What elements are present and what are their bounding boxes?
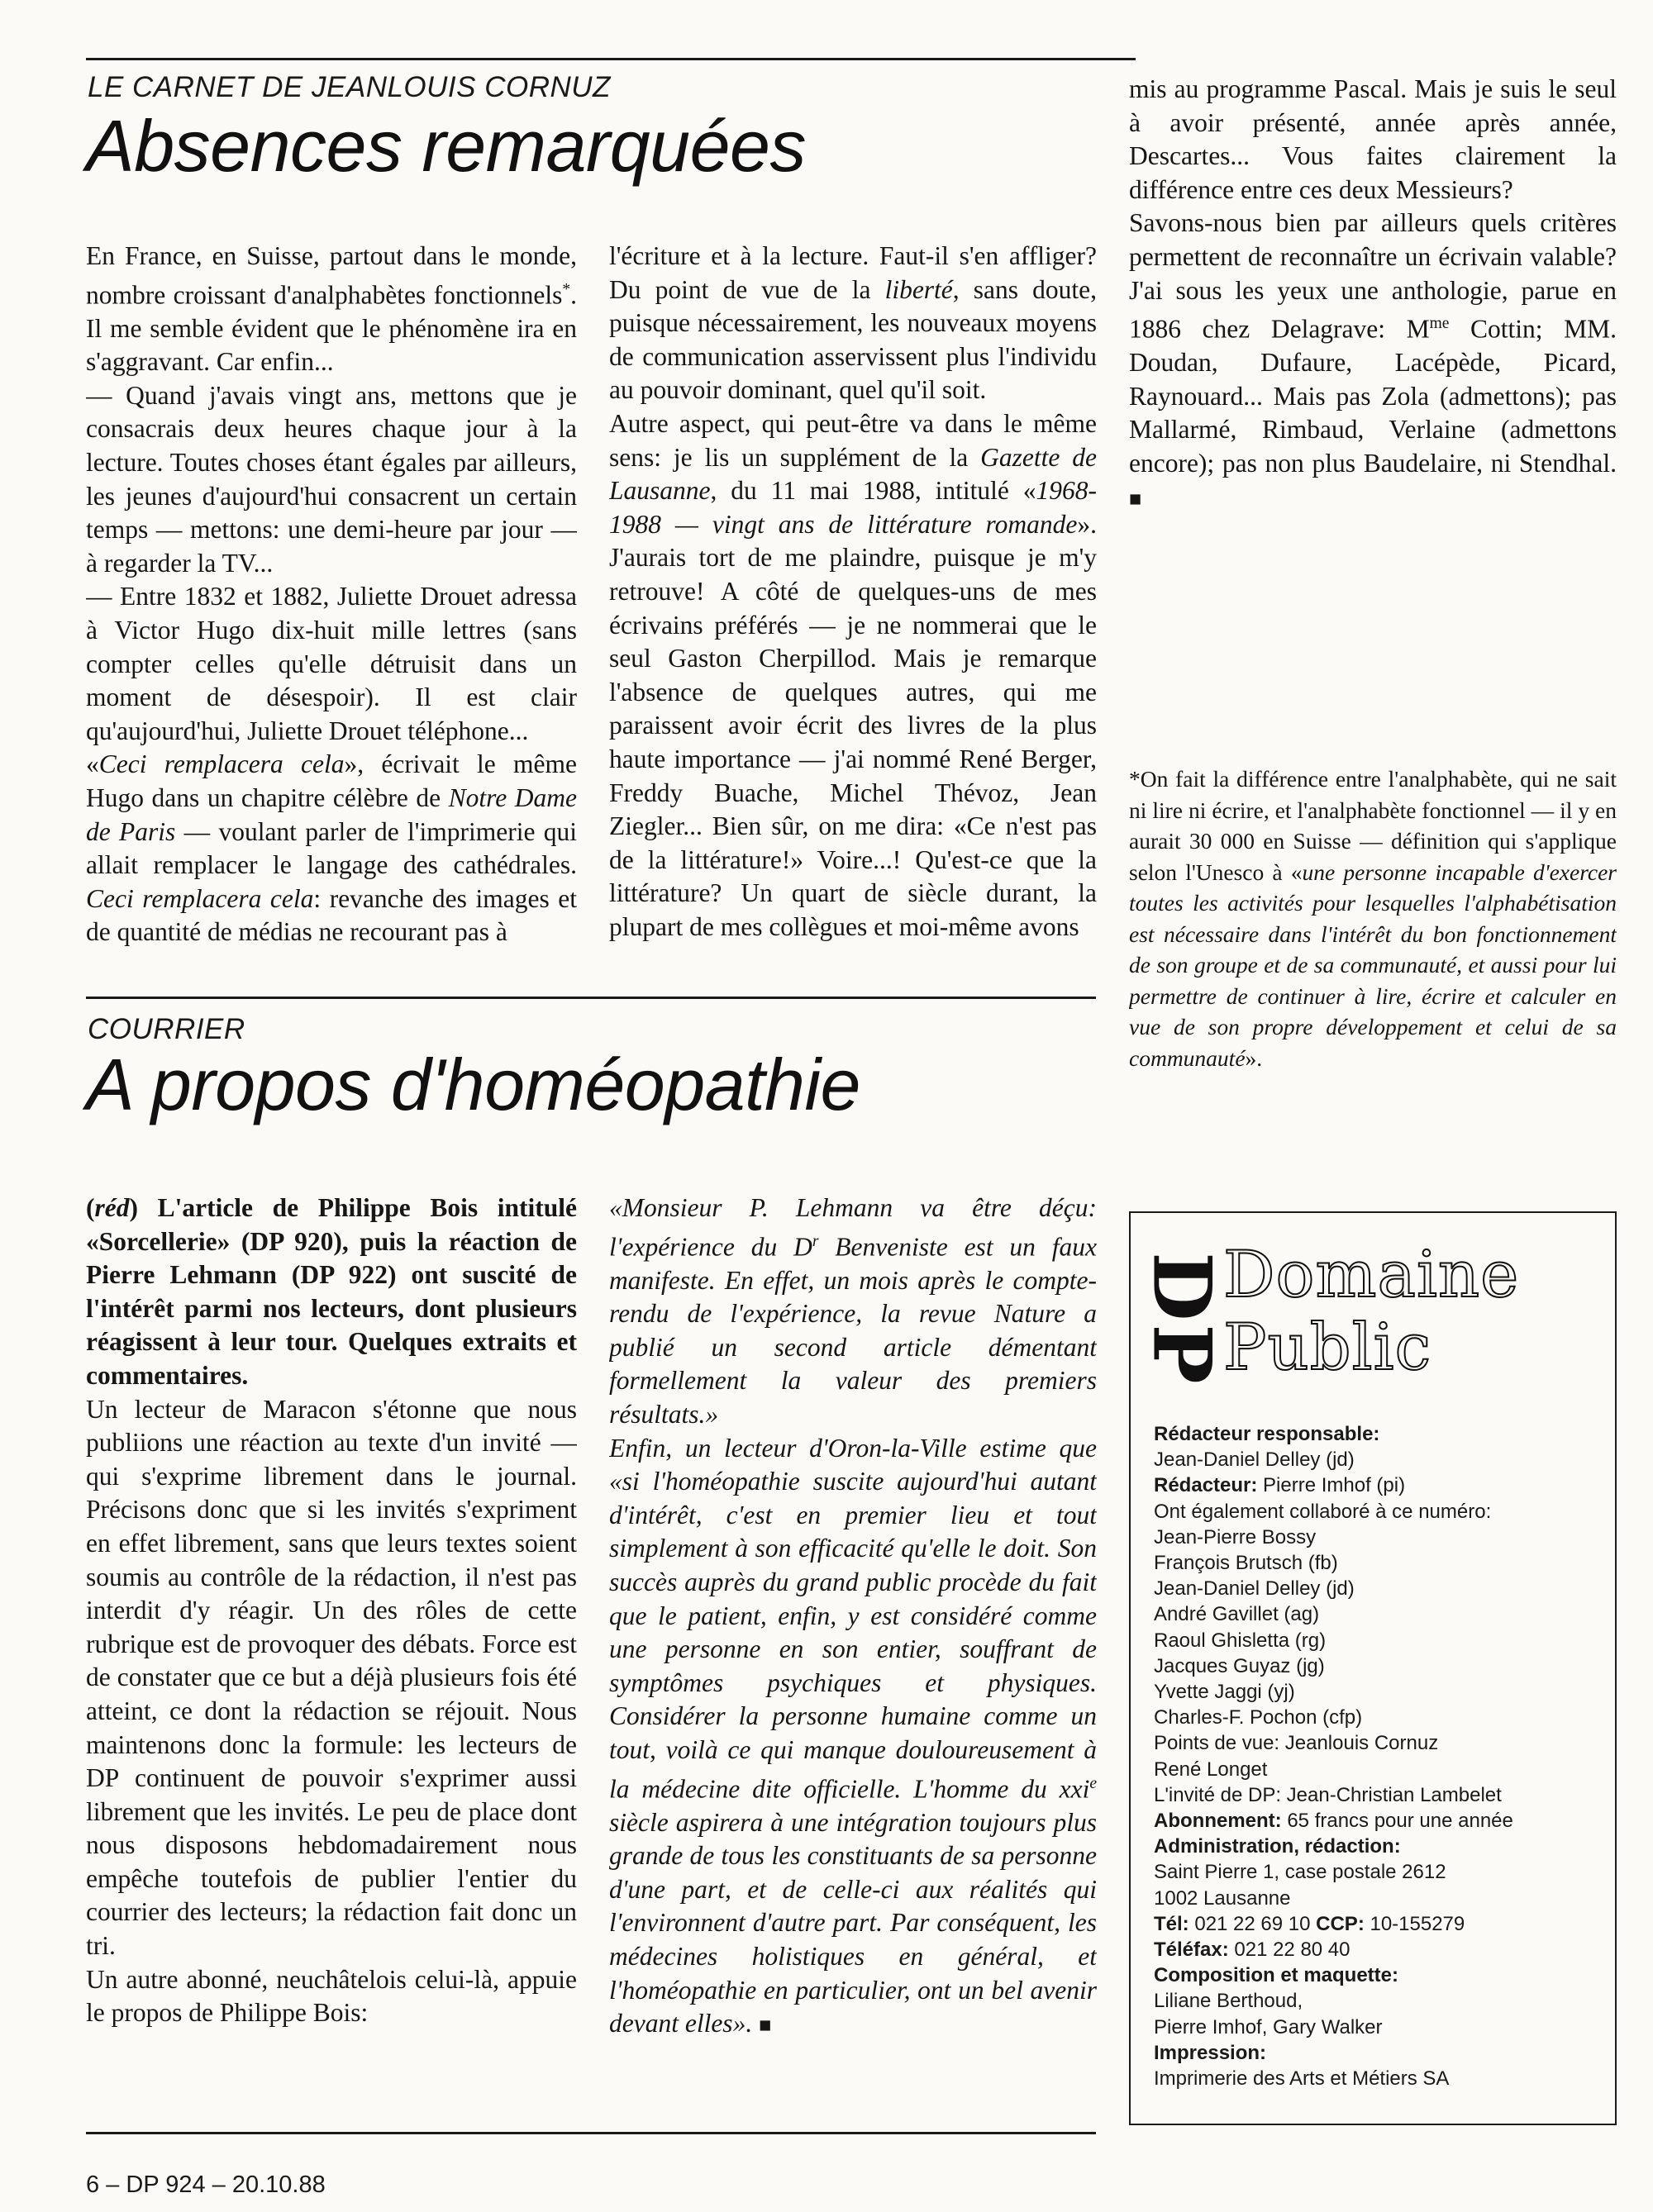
article1-title: Absences remarquées — [86, 105, 806, 187]
article1-footnote — [1129, 763, 1617, 1160]
middle-rule — [86, 997, 1096, 999]
masthead-line: 1002 Lausanne — [1154, 1886, 1291, 1910]
masthead-line: André Gavillet (ag) — [1154, 1603, 1320, 1626]
masthead-line: Jean-Pierre Bossy — [1154, 1525, 1317, 1548]
page-footer: 6 – DP 924 – 20.10.88 — [86, 2172, 326, 2198]
masthead-line: Saint Pierre 1, case postale 2612 — [1154, 1861, 1446, 1884]
article2-title: A propos d'homéopathie — [86, 1044, 860, 1125]
masthead-line: Jean-Daniel Delley (jd) — [1154, 1449, 1355, 1472]
paragraph: — Quand j'avais vingt ans, mettons que je consacrais deux heures chaque jour à la lecture. Toutes choses étant égales par ailleurs, les jeunes d'aujourd'hui consacrent un certain temps — mettons: une demi-heure par jour — à regarder la TV... — [86, 380, 577, 578]
dp-logo — [1135, 1241, 1229, 1398]
article1-column-2 — [609, 240, 1097, 949]
logo-word-public: Public — [1223, 1311, 1432, 1385]
article1-column-3 — [1129, 73, 1617, 752]
masthead-line: Points de vue: Jeanlouis Cornuz — [1154, 1732, 1439, 1755]
paragraph-continued: mis au programme Pascal. Mais je suis le seul à avoir présenté, année après année, Descartes... Vous faites clairement la différence entre ces deux Messieurs? — [1129, 74, 1617, 204]
masthead-line: Rédacteur: Pierre Imhof (pi) — [1154, 1474, 1406, 1497]
masthead-line: Abonnement: 65 francs pour une année — [1154, 1810, 1513, 1833]
top-rule — [86, 58, 1136, 60]
article2-column-1 — [86, 1192, 577, 2117]
paragraph: «Ceci remplacera cela», écrivait le même Hugo dans un chapitre célèbre de Notre Dame de Paris — voulant parler de l'imprimerie qui allait remplacer le langage des cathédrales. Ceci remplacera cela: revanche des images et de quantité de médias ne recourant pas à — [86, 749, 577, 947]
paragraph-continued: l'écriture et à la lecture. Faut-il s'en affliger? Du point de vue de la liberté, sans doute, puisque nécessairement, les nouveaux moyens de communication asservissent plus l'individu au pouvoir dominant, quel qu'il soit. — [609, 241, 1097, 405]
logo-word-domaine: Domaine — [1223, 1238, 1520, 1312]
article1-column-1 — [86, 240, 577, 949]
masthead-line: Liliane Berthoud, — [1154, 1990, 1303, 2013]
paragraph: — Entre 1832 et 1882, Juliette Drouet adressa à Victor Hugo dix-huit mille lettres (sans compter celles qu'elle détruisit dans un moment de désespoir). Il est clair qu'aujourd'hui, Juliette Drouet téléphone... — [86, 582, 577, 745]
paragraph: Un autre abonné, neuchâtelois celui-là, appuie le propos de Philippe Bois: — [86, 1964, 577, 2028]
article1-kicker: LE CARNET DE JEANLOUIS CORNUZ — [88, 71, 611, 103]
paragraph: *On fait la différence entre l'analphabète, qui ne sait ni lire ni écrire, et l'analphabète fonctionnel — il y en aurait 30 000 en Suisse — définition qui s'applique selon l'Unesco à «une personne incapable d'exercer toutes les activités pour lesquelles l'alphabétisation est nécessaire dans l'intérêt du bon fonctionnement de son groupe et de sa communauté, et aussi pour lui permettre de continuer à lire, écrire et calculer en vue de son propre développement et celui de sa communauté». — [1129, 766, 1617, 1071]
dp-logo-letters: DP — [1135, 1252, 1229, 1387]
paragraph: Savons-nous bien par ailleurs quels critères permettent de reconnaître un écrivain valable? J'ai sous les yeux une anthologie, parue en 1886 chez Delagrave: $M^{me}$ Cottin; MM. Doudan, Dufaure, Lacépède, Picard, Raynouard... Mais pas Zola (admettons); pas Mallarmé, Rimbaud, Verlaine (admettons encore); pas non plus Baudelaire, ni Stendhal. ■ — [1129, 208, 1617, 511]
masthead-line: Jean-Daniel Delley (jd) — [1154, 1577, 1355, 1601]
paragraph: (réd) L'article de Philippe Bois intitulé «Sorcellerie» (DP 920), puis la réaction de Pierre Lehmann (DP 922) ont suscité de l'intérêt parmi nos lecteurs, dont plusieurs réagissent à leur tour. Quelques extraits et commentaires. — [86, 1193, 577, 1390]
masthead-box — [1129, 1211, 1617, 2125]
bottom-rule — [86, 2132, 1096, 2134]
masthead-line: Administration, rédaction: — [1154, 1835, 1401, 1858]
article2-column-2 — [609, 1192, 1097, 2117]
masthead-line: Yvette Jaggi (yj) — [1154, 1681, 1295, 1704]
masthead-line: Tél: 021 22 69 10 CCP: 10-155279 — [1154, 1912, 1465, 1935]
masthead-line: Charles-F. Pochon (cfp) — [1154, 1706, 1363, 1729]
masthead-line: Raoul Ghisletta (rg) — [1154, 1629, 1327, 1652]
masthead-line: Téléfax: 021 22 80 40 — [1154, 1938, 1351, 1962]
masthead-line: Impression: — [1154, 2041, 1267, 2064]
masthead-line: Ont également collaboré à ce numéro: — [1154, 1500, 1492, 1523]
paragraph: En France, en Suisse, partout dans le monde, nombre croissant d'analphabètes fonctionnels*. Il me semble évident que le phénomène ira en s'aggravant. Car enfin... — [86, 241, 577, 377]
masthead-line: L'invité de DP: Jean-Christian Lambelet — [1154, 1783, 1502, 1806]
article2-kicker: COURRIER — [88, 1013, 245, 1045]
masthead-line: Imprimerie des Arts et Métiers SA — [1154, 2067, 1450, 2091]
paragraph: Enfin, un lecteur d'Oron-la-Ville estime que «si l'homéopathie suscite aujourd'hui autant d'intérêt, c'est en premier lieu et tout simplement à son efficacité qu'elle le doit. Son succès auprès du grand public procède du fait que le patient, enfin, y est considéré comme une personne en son entier, souffrant de symptômes psychiques et physiques. Considérer la personne humaine comme un tout, voilà ce qui manque douloureusement à la médecine dite officielle. L'homme du xxi$^e$ siècle aspirera à une intégration toujours plus grande de tous les constituants de sa personne d'une part, et de celle-ci aux réalités qui l'environnent d'autre part. Par conséquent, les médecines holistiques en général, et l'homéopathie en particulier, ont un bel avenir devant elles». ■ — [609, 1433, 1097, 2038]
masthead-credits — [1154, 1421, 1600, 2091]
masthead-line: Composition et maquette: — [1154, 1964, 1399, 1987]
masthead-line: Rédacteur responsable: — [1154, 1423, 1380, 1445]
masthead-line: Pierre Imhof, Gary Walker — [1154, 2015, 1383, 2038]
masthead-line: Jacques Guyaz (jg) — [1154, 1654, 1325, 1677]
paragraph: Autre aspect, qui peut-être va dans le même sens: je lis un supplément de la Gazette de Lausanne, du 11 mai 1988, intitulé «1968-1988 — vingt ans de littérature romande». J'aurais tort de me plaindre, puisque je m'y retrouve! A côté de quelques-uns de mes écrivains préférés — je ne nommerai que le seul Gaston Cherpillod. Mais je remarque l'absence de quelques autres, qui me paraissent avoir écrit des livres de la plus haute importance — j'ai nommé René Berger, Freddy Buache, Michel Thévoz, Jean Ziegler... Bien sûr, on me dira: «Ce n'est pas de la littérature!» Voire...! Qu'est-ce que la littérature? Un quart de siècle durant, la plupart de mes collègues et moi-même avons — [609, 408, 1097, 941]
paragraph: «Monsieur P. Lehmann va être déçu: l'expérience du $D^r$ Benveniste est un faux manifeste. En effet, un mois après le compte-rendu de l'expérience, la revue Nature a publié un second article démentant formellement la valeur des premiers résultats.» — [609, 1193, 1097, 1429]
masthead-line: René Longet — [1154, 1758, 1268, 1781]
masthead-line: François Brutsch (fb) — [1154, 1552, 1338, 1575]
paragraph: Un lecteur de Maracon s'étonne que nous publiions une réaction au texte d'un invité — qui s'exprime librement dans le journal. Précisons donc que si les invités s'expriment en effet librement, sans que leurs textes soient soumis au contrôle de la rédaction, il n'est pas interdit d'y réagir. Un des rôles de cette rubrique est de provoquer des débats. Force est de constater que ce but a déjà plusieurs fois été atteint, ce dont la rédaction se réjouit. Nous maintenons donc la formule: les lecteurs de DP continuent de pouvoir s'exprimer aussi librement que les invités. Le peu de place dont nous disposons hebdomadairement nous empêche toutefois de publier l'entier du courrier des lecteurs; la rédaction fait donc un tri. — [86, 1394, 577, 1961]
